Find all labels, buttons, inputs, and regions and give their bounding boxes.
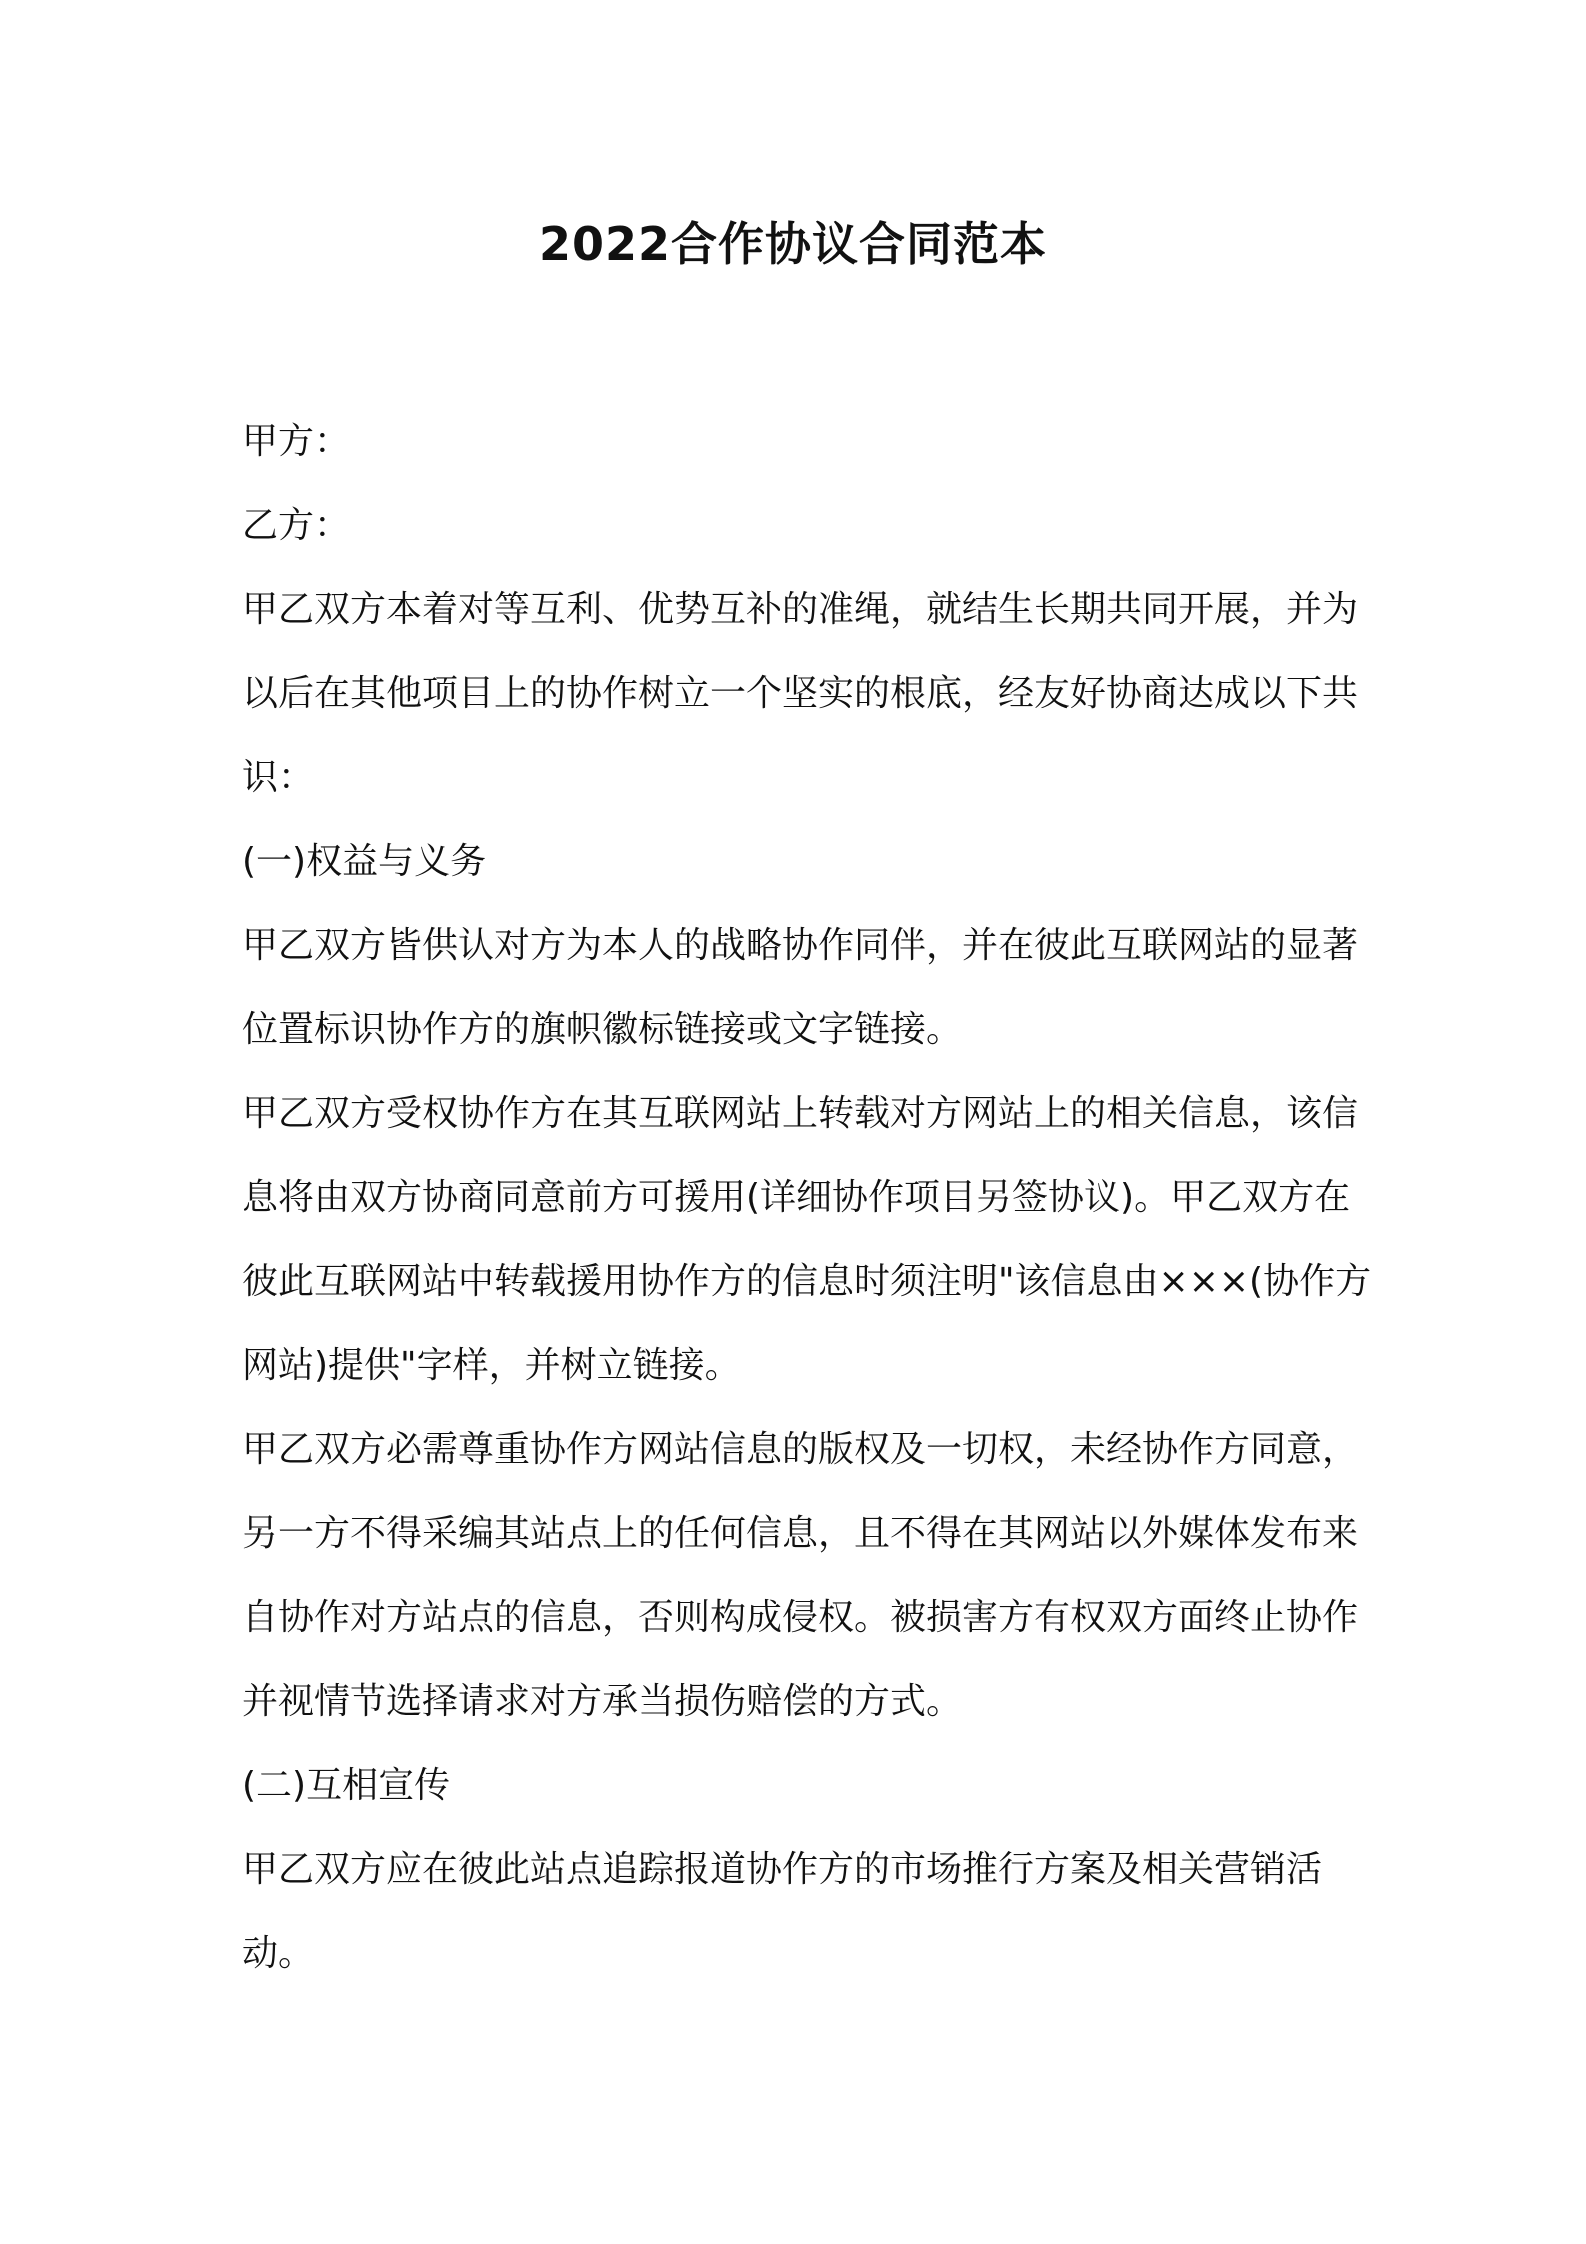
clause-paragraph: 甲乙双方皆供认对方为本人的战略协作同伴，并在彼此互联网站的显著位置标识协作方的旗帜徽标链接或文字链接。: [242, 925, 1359, 1050]
clause-paragraph: 甲乙双方受权协作方在其互联网站上转载对方网站上的相关信息，该信息将由双方协商同意前方可援用(详细协作项目另签协议)。甲乙双方在彼此互联网站中转载援用协作方的信息时须注明"该信息由×××(协作方网站)提供"字样，并树立链接。: [242, 1093, 1372, 1386]
intro-paragraph: 甲乙双方本着对等互利、优势互补的准绳，就结生长期共同开展，并为以后在其他项目上的协作树立一个坚实的根底，经友好协商达成以下共识：: [242, 589, 1359, 798]
clause-paragraph: 甲乙双方应在彼此站点追踪报道协作方的市场推行方案及相关营销活动。: [242, 1849, 1323, 1974]
party-b-line: 乙方：: [242, 505, 351, 546]
clause-paragraph: 甲乙双方必需尊重协作方网站信息的版权及一切权，未经协作方同意，另一方不得采编其站点上的任何信息，且不得在其网站以外媒体发布来自协作对方站点的信息，否则构成侵权。被损害方有权双方面终止协作并视情节选择请求对方承当损伤赔偿的方式。: [242, 1429, 1359, 1722]
section-heading-rights: (一)权益与义务: [242, 841, 487, 882]
party-a-line: 甲方：: [242, 421, 351, 462]
document-body: [242, 400, 1372, 1996]
section-heading-promotion: (二)互相宣传: [242, 1765, 451, 1806]
document-title: 2022合作协议合同范本: [538, 217, 1048, 271]
